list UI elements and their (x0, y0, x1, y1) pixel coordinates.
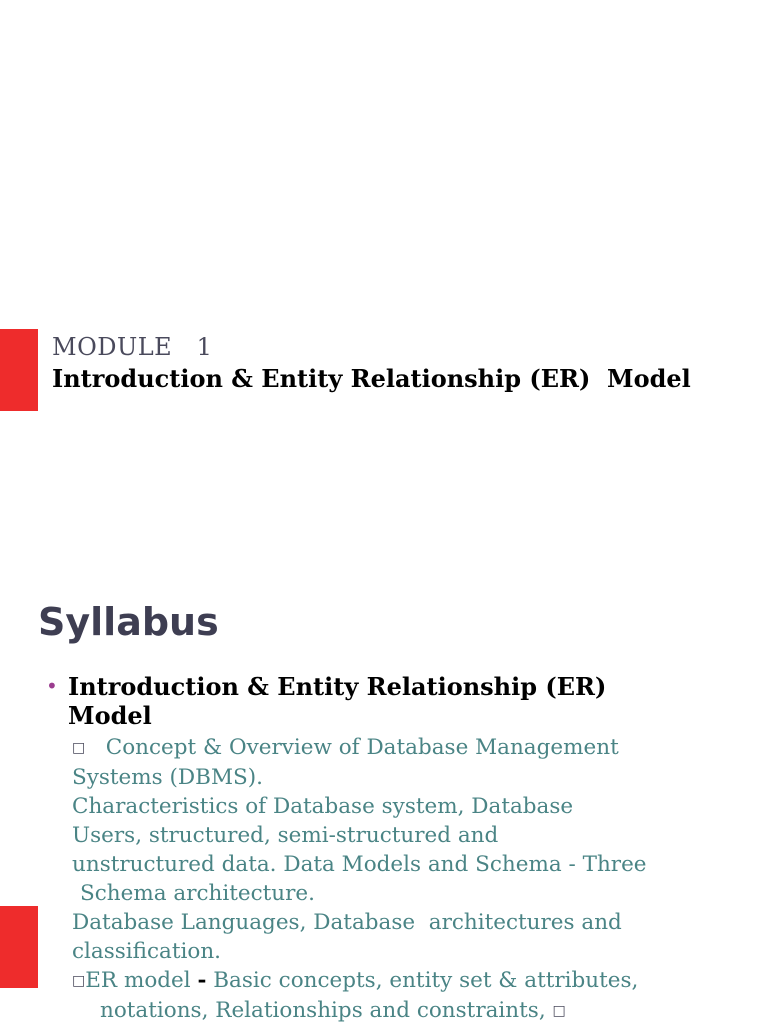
content-line-6: Schema architecture. (80, 881, 315, 906)
content-line-9: □ER model - Basic concepts, entity set & attributes, (72, 966, 712, 996)
content-line-4: Users, structured, semi-structured and (72, 823, 499, 848)
syllabus-content (72, 733, 712, 1024)
content-line-8: classification. (72, 939, 222, 964)
accent-bar-bottom (0, 906, 38, 988)
content-line-2: Systems (DBMS). (72, 765, 263, 790)
topic-title: Introduction & Entity Relationship (ER) Model (68, 672, 607, 730)
square-bullet-icon: □ (72, 740, 86, 756)
content-line-10: notations, Relationships and constraints, □ (72, 996, 712, 1024)
square-bullet-icon: □ (552, 1003, 566, 1019)
module-label: MODULE 1 (52, 333, 213, 361)
content-line-5: unstructured data. Data Models and Schema - Three (72, 852, 647, 877)
syllabus-heading: Syllabus (38, 600, 219, 644)
content-line-3: Characteristics of Database system, Database (72, 794, 574, 819)
content-line-1: □ Concept & Overview of Database Management (72, 733, 712, 763)
bullet-icon: • (46, 674, 58, 698)
module-title: Introduction & Entity Relationship (ER) Model (52, 364, 691, 393)
square-bullet-icon: □ (72, 973, 86, 989)
accent-bar-top (0, 329, 38, 411)
content-line-7: Database Languages, Database architectures and (72, 910, 622, 935)
